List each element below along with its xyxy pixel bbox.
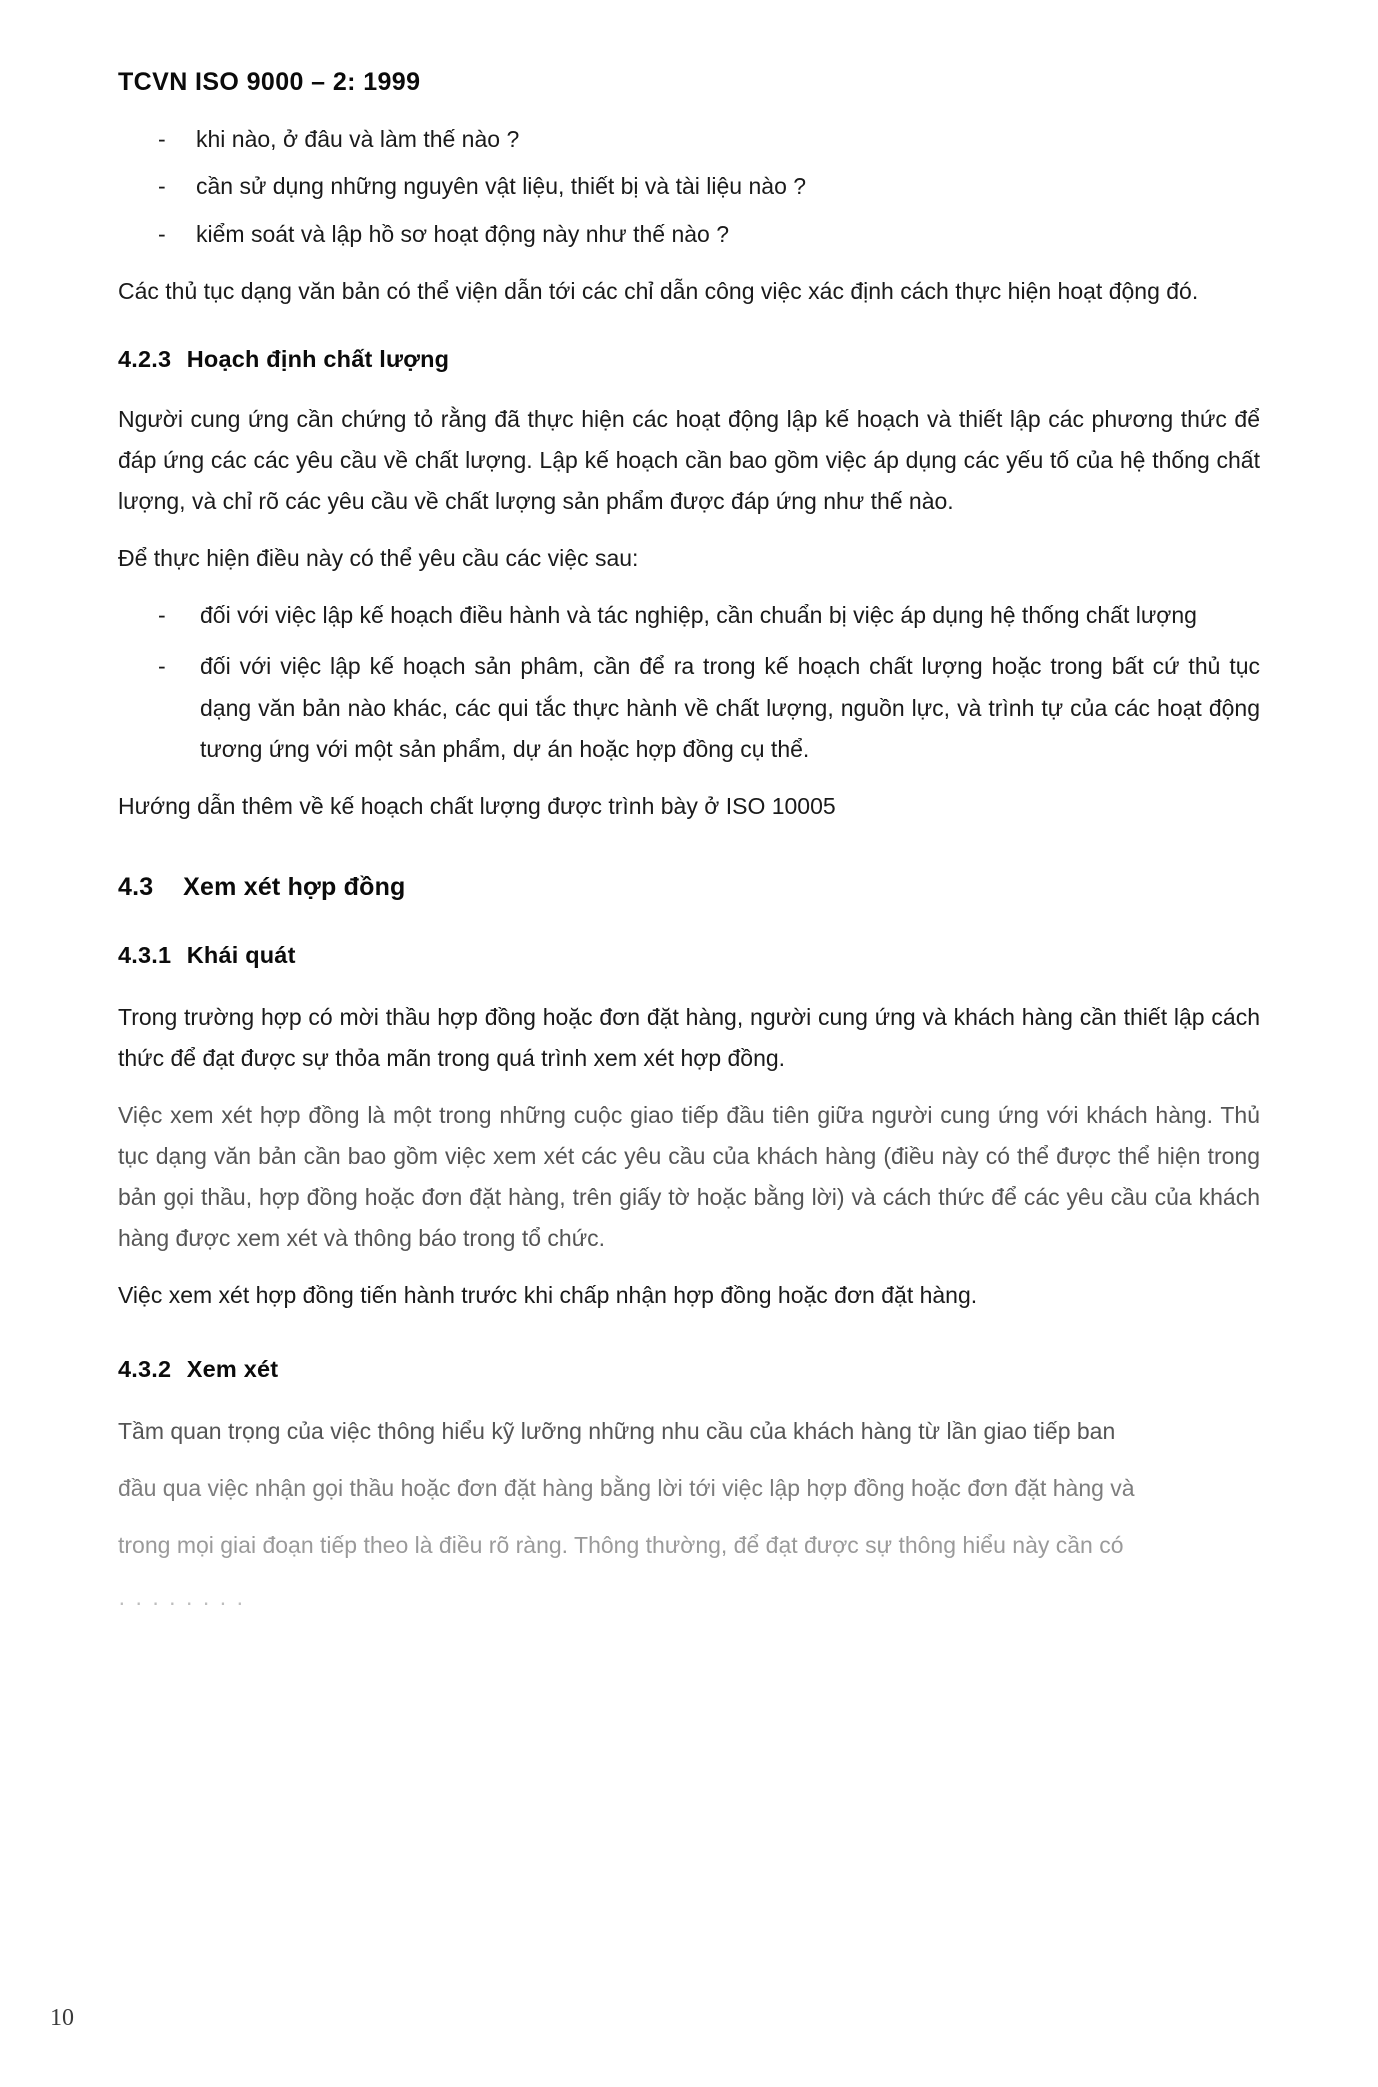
- paragraph-4-3-2-line-2: đầu qua việc nhận gọi thầu hoặc đơn đặt hàng bằng lời tới việc lập hợp đồng hoặc đơn đặt hàng và: [118, 1474, 1135, 1501]
- section-4-2-3-bullet-list: [118, 595, 1260, 771]
- heading-number: 4.3.2: [118, 1355, 172, 1382]
- heading-number: 4.2.3: [118, 346, 172, 373]
- paragraph-4-3-1-1: Trong trường hợp có mời thầu hợp đồng hoặc đơn đặt hàng, người cung ứng và khách hàng cần thiết lập cách thức để đạt được sự thỏa mãn trong quá trình xem xét hợp đồng.: [118, 1004, 1260, 1072]
- top-bullet-list: [118, 119, 1260, 255]
- paragraph-after-bullets: Các thủ tục dạng văn bản có thể viện dẫn tới các chỉ dẫn công việc xác định cách thực hiện hoạt động đó.: [118, 278, 1199, 305]
- heading-title: Xem xét: [186, 1355, 279, 1382]
- paragraph-4-3-1-3: Việc xem xét hợp đồng tiến hành trước khi chấp nhận hợp đồng hoặc đơn đặt hàng.: [118, 1281, 978, 1308]
- paragraph-4-3-1-2: Việc xem xét hợp đồng là một trong những cuộc giao tiếp đầu tiên giữa người cung ứng với khách hàng. Thủ tục dạng văn bản cần bao gồm việc xem xét các yêu cầu của khách hàng (điều này có thể được thể hiện trong bản gọi thầu, hợp đồng hoặc đơn đặt hàng, trên giấy tờ hoặc bằng lời) và cách thức để các yêu cầu của khách hàng được xem xét và thông báo trong tổ chức.: [118, 1102, 1260, 1252]
- paragraph-4-2-3-3: Hướng dẫn thêm về kế hoạch chất lượng được trình bày ở ISO 10005: [118, 793, 836, 820]
- list-item: [118, 595, 1260, 636]
- bullet-dash-icon: -: [158, 653, 166, 680]
- paragraph-4-3-2-line-4: · · · · · · · ·: [118, 1588, 246, 1615]
- bullet-dash-icon: -: [158, 601, 166, 628]
- heading-4-3: [118, 873, 1260, 902]
- list-item-text: cần sử dụng những nguyên vật liệu, thiết bị và tài liệu nào ?: [196, 173, 807, 200]
- heading-4-3-2: [118, 1356, 1260, 1383]
- page-number: 10: [50, 2005, 74, 2031]
- list-item-text: kiểm soát và lập hồ sơ hoạt động này như thế nào ?: [196, 220, 729, 247]
- list-item: [118, 214, 1260, 255]
- paragraph-4-2-3-2: Để thực hiện điều này có thể yêu cầu các việc sau:: [118, 544, 639, 571]
- heading-title: Hoạch định chất lượng: [186, 346, 450, 373]
- bullet-dash-icon: -: [158, 126, 166, 152]
- list-item: [118, 646, 1260, 770]
- list-item: [118, 166, 1260, 207]
- list-item: [118, 119, 1260, 160]
- bullet-dash-icon: -: [158, 173, 166, 200]
- list-item-text: đối với việc lập kế hoạch sản phâm, cần để ra trong kế hoạch chất lượng hoặc trong bất cứ thủ tục dạng văn bản nào khác, các qui tắc thực hành về chất lượng, nguồn lực, và trình tự của các hoạt động tương ứng với một sản phẩm, dự án hoặc hợp đồng cụ thể.: [200, 653, 1260, 763]
- paragraph-4-3-2-line-1: Tầm quan trọng của việc thông hiểu kỹ lưỡng những nhu cầu của khách hàng từ lần giao tiếp ban: [118, 1417, 1116, 1444]
- bullet-dash-icon: -: [158, 220, 166, 247]
- paragraph-4-2-3-1: Người cung ứng cần chứng tỏ rằng đã thực hiện các hoạt động lập kế hoạch và thiết lập các phương thức để đáp ứng các các yêu cầu về chất lượng. Lập kế hoạch cần bao gồm việc áp dụng các yếu tố của hệ thống chất lượng, và chỉ rõ các yêu cầu về chất lượng sản phẩm được đáp ứng như thế nào.: [118, 406, 1260, 514]
- paragraph-4-3-2-line-3: trong mọi giai đoạn tiếp theo là điều rõ ràng. Thông thường, để đạt được sự thông hiểu này cần có: [118, 1531, 1124, 1558]
- heading-number: 4.3.1: [118, 942, 172, 969]
- list-item-text: khi nào, ở đâu và làm thế nào ?: [196, 126, 520, 152]
- heading-4-2-3: [118, 346, 1260, 373]
- document-header: TCVN ISO 9000 – 2: 1999: [118, 68, 421, 96]
- heading-title: Xem xét hợp đồng: [183, 873, 406, 902]
- heading-number: 4.3: [118, 873, 154, 902]
- heading-title: Khái quát: [186, 942, 296, 969]
- heading-4-3-1: [118, 942, 1260, 969]
- list-item-text: đối với việc lập kế hoạch điều hành và tác nghiệp, cần chuẩn bị việc áp dụng hệ thống chất lượng: [200, 601, 1197, 628]
